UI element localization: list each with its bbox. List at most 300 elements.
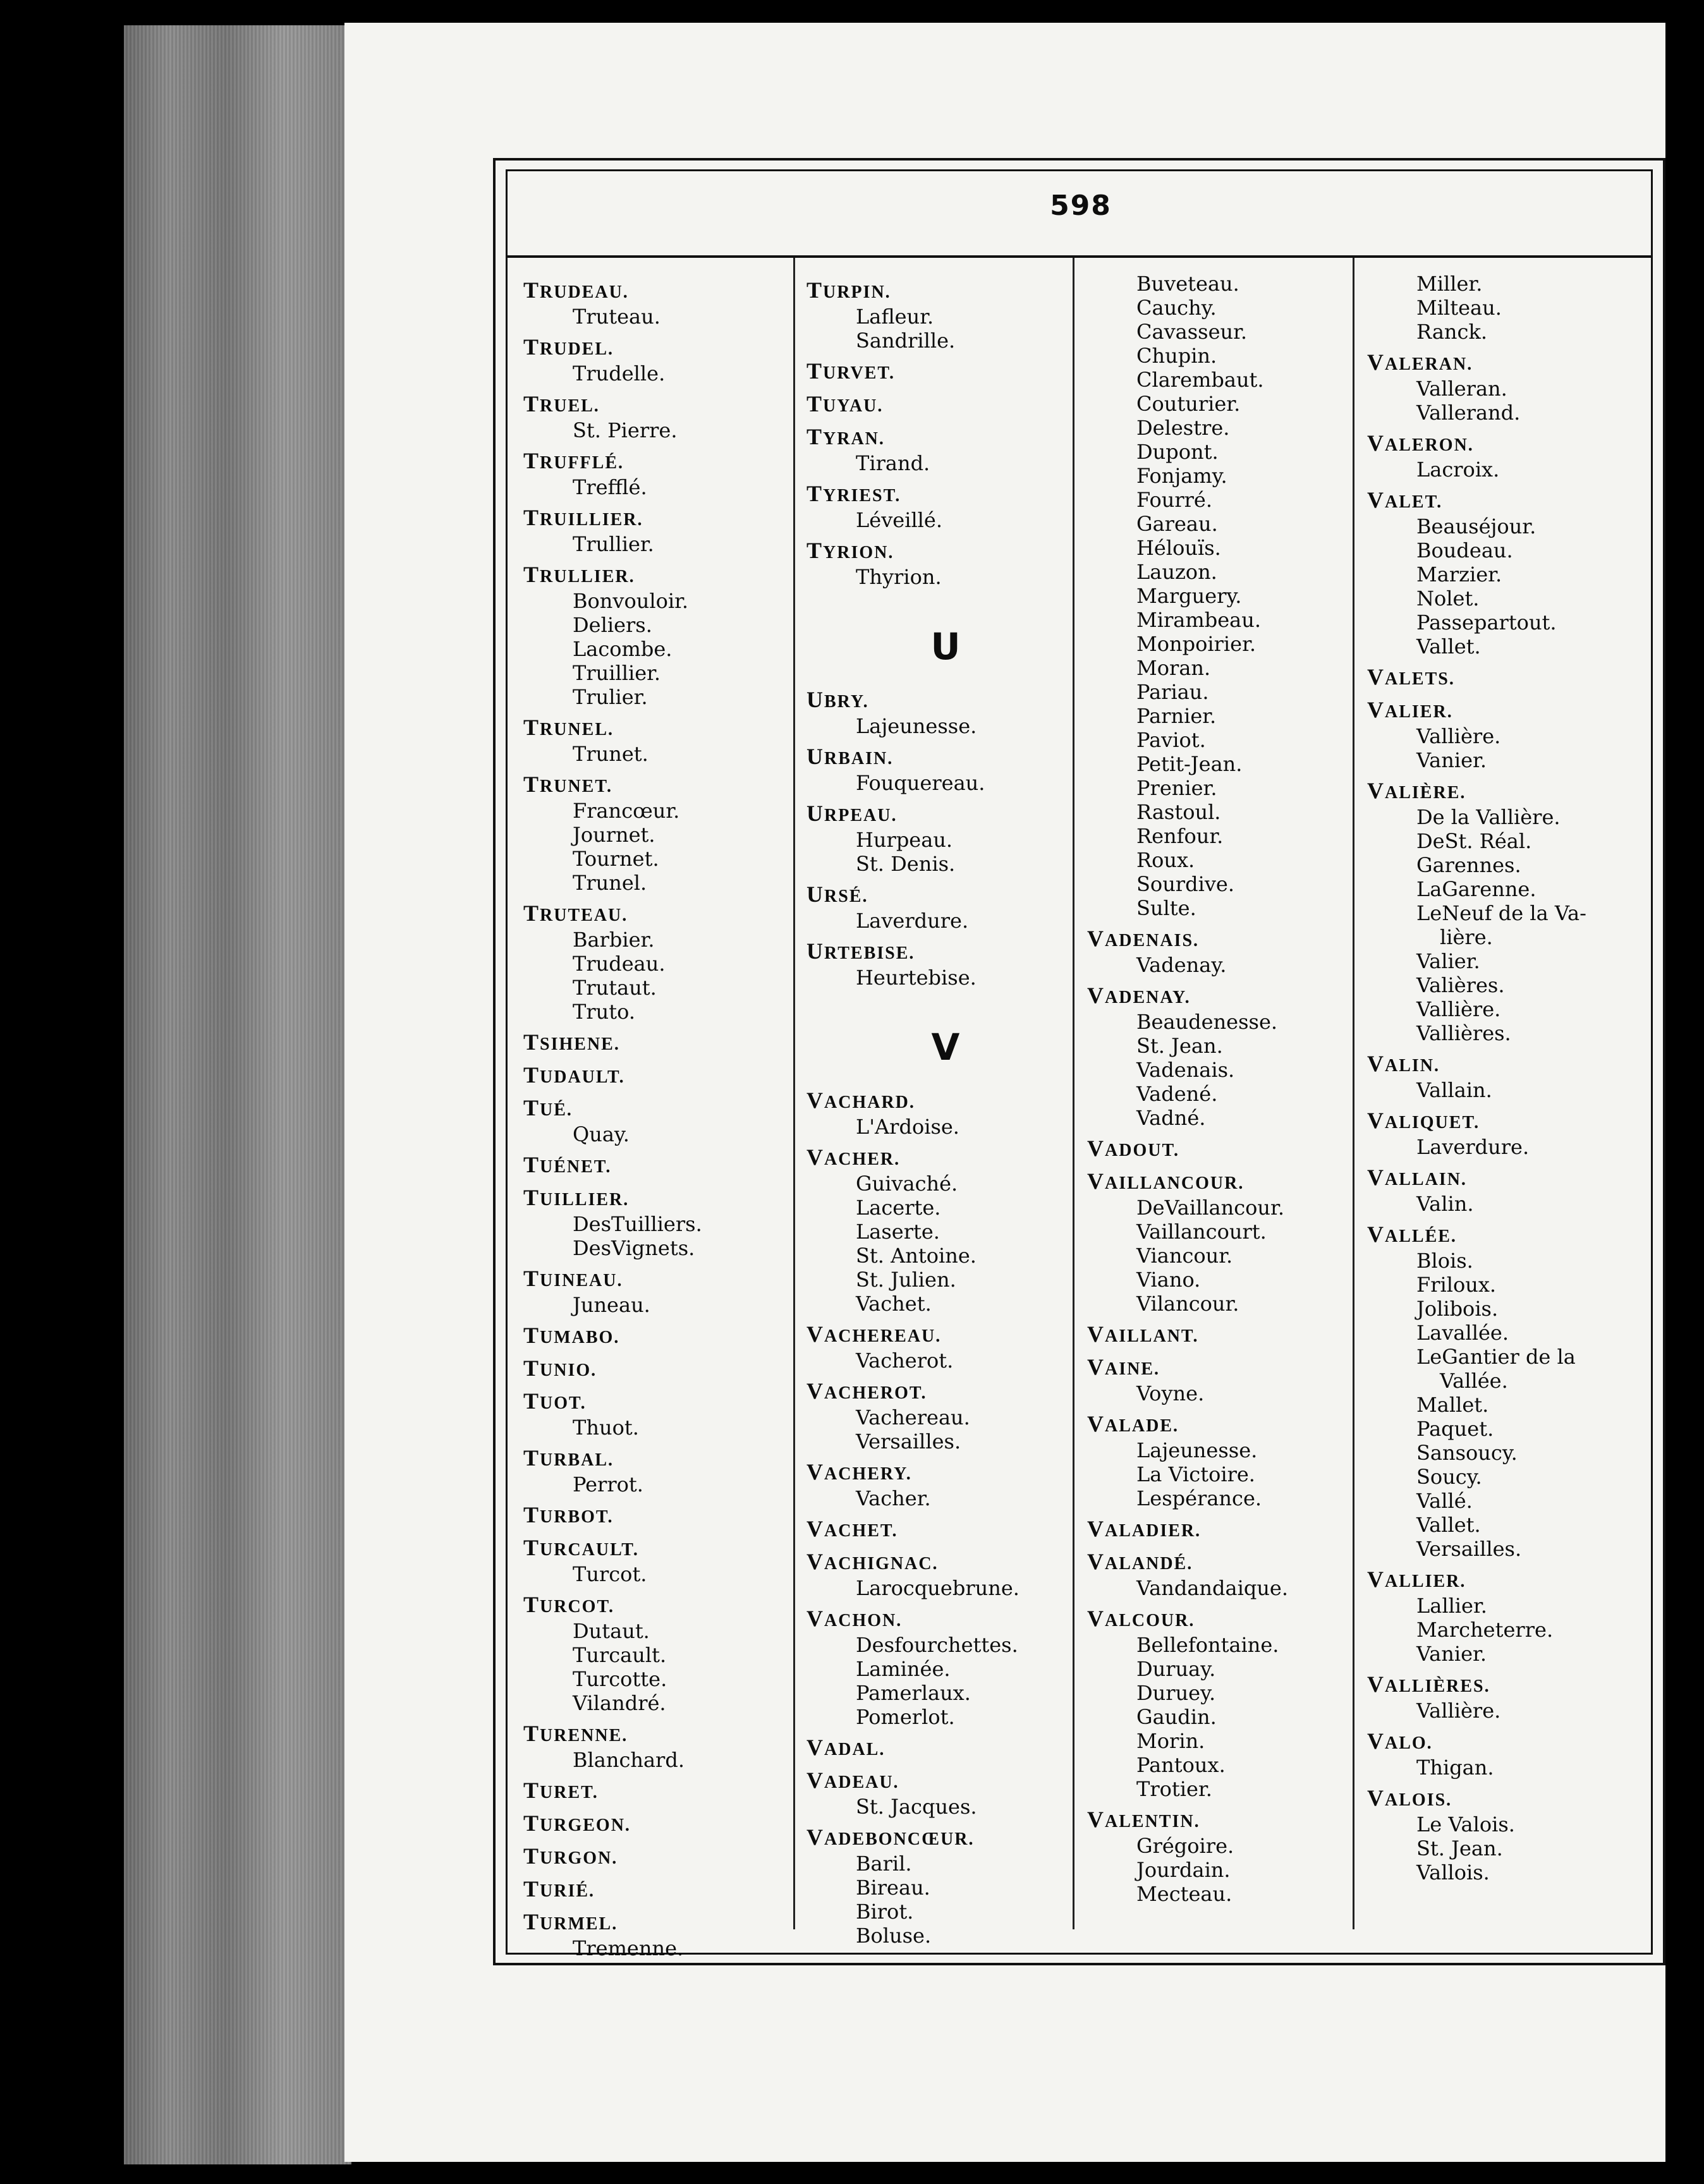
variant-name: Valleran. (1416, 377, 1507, 401)
surname-initial: V (1367, 1785, 1385, 1811)
surname-initial: T (523, 1445, 540, 1471)
surname-heading (1087, 1322, 1365, 1349)
surname-rest: URBAL. (540, 1450, 614, 1470)
surname-heading (806, 688, 1085, 714)
variant-name: Nolet. (1416, 586, 1480, 610)
surname-heading (1367, 779, 1645, 805)
variant-name: Soucy. (1416, 1465, 1482, 1489)
variant-name: Thuot. (573, 1416, 639, 1440)
surname-rest: RULLIER. (540, 567, 635, 586)
surname-heading (806, 1768, 1085, 1795)
index-column-1 (523, 272, 801, 1960)
variant-name: Boudeau. (1416, 538, 1513, 562)
surname-heading (806, 744, 1085, 771)
variant-name: Trullier. (573, 532, 654, 556)
surname-initial: T (523, 1502, 540, 1527)
surname-rest: ACHEROT. (824, 1383, 927, 1403)
variant-name: Vacherot. (856, 1349, 954, 1373)
surname-heading (806, 482, 1085, 508)
surname-heading (1367, 1108, 1645, 1135)
variant-name: Hurpeau. (856, 828, 953, 852)
surname-heading (1087, 1136, 1365, 1163)
variant-name: Renfour. (1136, 824, 1224, 848)
surname-rest: URGEON. (540, 1816, 631, 1835)
variant-name: Mirambeau. (1136, 608, 1261, 632)
surname-rest: URCAULT. (540, 1540, 639, 1560)
surname-heading (523, 715, 801, 742)
surname-initial: V (806, 1516, 824, 1541)
surname-initial: V (1087, 1136, 1105, 1161)
surname-rest: ALADE. (1105, 1416, 1179, 1436)
surname-rest: ALANDÉ. (1105, 1554, 1193, 1574)
variant-name: Marzier. (1416, 562, 1502, 586)
variant-name: Vallières. (1416, 1021, 1511, 1045)
surname-heading (523, 449, 801, 475)
variant-name: Bellefontaine. (1136, 1633, 1279, 1657)
variant-name: Paquet. (1416, 1417, 1494, 1441)
surname-heading (523, 1503, 801, 1529)
variant-name: Lauzon. (1136, 560, 1217, 584)
variant-name: Beauséjour. (1416, 514, 1537, 538)
variant-name: Grégoire. (1136, 1834, 1234, 1858)
index-column-2 (806, 272, 1085, 1948)
surname-rest: ADEAU. (824, 1773, 899, 1792)
surname-initial: T (523, 901, 540, 926)
variant-name: La Victoire. (1136, 1462, 1255, 1486)
surname-initial: V (1367, 1051, 1385, 1076)
surname-heading (1367, 488, 1645, 514)
surname-heading (523, 1356, 801, 1383)
variant-name: LaGarenne. (1416, 877, 1537, 901)
surname-rest: ACHET. (824, 1521, 898, 1541)
surname-initial: V (1087, 1807, 1105, 1832)
surname-rest: ACHARD. (824, 1093, 915, 1112)
surname-rest: ADOUT. (1105, 1141, 1180, 1160)
surname-initial: T (523, 1843, 540, 1869)
surname-heading (523, 1153, 801, 1179)
surname-initial: U (806, 687, 824, 712)
variant-name: Vallé. (1416, 1489, 1473, 1513)
variant-name: Sourdive. (1136, 872, 1234, 896)
surname-initial: T (523, 1152, 540, 1177)
surname-heading (1367, 1786, 1645, 1812)
variant-name: Pariau. (1136, 680, 1209, 704)
variant-name: Baril. (856, 1852, 912, 1876)
surname-rest: ALIER. (1385, 702, 1453, 722)
variant-name: Vandandaique. (1136, 1576, 1289, 1600)
surname-heading (523, 1592, 801, 1619)
surname-rest: URMEL. (540, 1914, 618, 1934)
variant-name: Vallet. (1416, 1513, 1481, 1537)
surname-heading (523, 1389, 801, 1416)
variant-name: Versailles. (1416, 1537, 1522, 1561)
variant-name: LeNeuf de la Va- (1416, 901, 1586, 925)
variant-name: Larocquebrune. (856, 1576, 1019, 1600)
variant-name: Quay. (573, 1122, 630, 1146)
surname-rest: UOT. (540, 1393, 587, 1413)
surname-rest: ALLIER. (1385, 1572, 1466, 1591)
variant-name: Ranck. (1416, 320, 1487, 344)
surname-rest: URPIN. (823, 282, 891, 302)
surname-initial: V (1367, 430, 1385, 456)
header-rule (508, 255, 1651, 258)
surname-rest: BRY. (824, 692, 869, 712)
surname-heading (806, 1517, 1085, 1543)
variant-name: Lacerte. (856, 1196, 941, 1220)
surname-initial: T (806, 538, 824, 563)
variant-name: Trunet. (573, 742, 648, 766)
variant-name: Vallée. (1440, 1369, 1508, 1393)
page-number: 598 (1050, 190, 1112, 222)
surname-rest: ALIN. (1385, 1056, 1440, 1076)
surname-heading (523, 392, 801, 418)
surname-initial: T (523, 1535, 540, 1560)
surname-heading (523, 1446, 801, 1472)
variant-name: Parnier. (1136, 704, 1217, 728)
variant-name: Thigan. (1416, 1756, 1494, 1780)
variant-name: Trunel. (573, 871, 647, 895)
surname-heading (806, 1550, 1085, 1576)
surname-rest: ACHERY. (824, 1464, 912, 1484)
surname-rest: ADAL. (824, 1740, 885, 1759)
surname-heading (1087, 983, 1365, 1010)
variant-name: Vanier. (1416, 748, 1487, 772)
surname-rest: AILLANT. (1105, 1326, 1199, 1346)
surname-rest: ALOIS. (1385, 1790, 1452, 1810)
variant-name: Marcheterre. (1416, 1618, 1554, 1642)
surname-heading (523, 1266, 801, 1293)
surname-initial: V (1087, 1411, 1105, 1436)
surname-heading (523, 1844, 801, 1871)
variant-name: Lajeunesse. (1136, 1438, 1258, 1462)
surname-rest: ADENAY. (1105, 988, 1191, 1007)
surname-rest: ACHEREAU. (824, 1326, 942, 1346)
surname-heading (1367, 665, 1645, 691)
surname-initial: T (523, 715, 540, 740)
variant-name: Cauchy. (1136, 296, 1217, 320)
surname-rest: RUTEAU. (540, 906, 628, 925)
variant-name: Friloux. (1416, 1273, 1497, 1297)
surname-rest: YRION. (823, 543, 894, 562)
surname-rest: UNIO. (540, 1361, 597, 1380)
surname-initial: U (806, 801, 824, 826)
surname-heading (806, 1088, 1085, 1115)
variant-name: Pomerlot. (856, 1705, 955, 1729)
variant-name: Lafleur. (856, 305, 934, 329)
surname-heading (1367, 1567, 1645, 1594)
variant-name: Blanchard. (573, 1748, 685, 1772)
surname-initial: T (523, 1388, 540, 1414)
variant-name: Delestre. (1136, 416, 1230, 440)
index-column-3 (1087, 272, 1365, 1906)
surname-rest: RSÉ. (824, 887, 868, 906)
surname-heading (806, 1825, 1085, 1852)
surname-rest: ALLÉE. (1385, 1227, 1457, 1246)
surname-rest: AILLANCOUR. (1105, 1174, 1245, 1193)
surname-initial: V (1087, 1549, 1105, 1574)
surname-rest: ACHER. (824, 1150, 901, 1169)
variant-name: Pantoux. (1136, 1753, 1226, 1777)
variant-name: Tournet. (573, 847, 659, 871)
variant-name: Lavallée. (1416, 1321, 1509, 1345)
variant-name: Laserte. (856, 1220, 940, 1244)
variant-name: St. Julien. (856, 1268, 956, 1292)
variant-name: Vadenais. (1136, 1058, 1235, 1082)
variant-name: Juneau. (573, 1293, 650, 1317)
variant-name: Vilancour. (1136, 1292, 1239, 1316)
variant-name: Sansoucy. (1416, 1441, 1518, 1465)
surname-rest: ALIÈRE. (1385, 783, 1466, 803)
variant-name: Le Valois. (1416, 1812, 1515, 1836)
surname-rest: UILLIER. (540, 1190, 630, 1210)
variant-name: Bireau. (856, 1876, 930, 1900)
variant-name: Valier. (1416, 949, 1480, 973)
surname-initial: T (523, 1095, 540, 1120)
surname-initial: T (523, 1062, 540, 1088)
surname-initial: V (806, 1735, 824, 1760)
variant-name: Guivaché. (856, 1172, 958, 1196)
surname-initial: V (1367, 1108, 1385, 1133)
variant-name: Morin. (1136, 1729, 1205, 1753)
variant-name: DeVaillancour. (1136, 1196, 1284, 1220)
variant-name: Vadenay. (1136, 953, 1227, 977)
variant-name: Trefflé. (573, 475, 647, 499)
surname-rest: UDAULT. (540, 1067, 625, 1087)
surname-initial: V (1367, 1671, 1385, 1697)
variant-name: Lacombe. (573, 637, 672, 661)
surname-rest: ACHON. (824, 1611, 903, 1630)
surname-heading (806, 801, 1085, 828)
surname-heading (1367, 1222, 1645, 1249)
surname-initial: V (1367, 487, 1385, 513)
surname-rest: URET. (540, 1783, 599, 1802)
surname-rest: ALETS. (1385, 669, 1455, 689)
book-edge (124, 25, 351, 2164)
index-column-4 (1367, 272, 1645, 1884)
variant-name: Truto. (573, 1000, 635, 1024)
surname-rest: URENNE. (540, 1726, 628, 1745)
surname-heading (806, 1735, 1085, 1762)
variant-name: Paviot. (1136, 728, 1206, 752)
variant-name: Laverdure. (1416, 1135, 1530, 1159)
variant-name: Tirand. (856, 451, 930, 475)
surname-initial: T (523, 1811, 540, 1836)
surname-heading (1367, 1672, 1645, 1699)
variant-name: Dutaut. (573, 1619, 650, 1643)
variant-name: Petit-Jean. (1136, 752, 1243, 776)
surname-initial: T (806, 481, 824, 506)
surname-heading (806, 1379, 1085, 1405)
variant-name: Lacroix. (1416, 458, 1500, 482)
surname-heading (806, 425, 1085, 451)
surname-rest: UYAU. (823, 396, 884, 416)
variant-name: Beaudenesse. (1136, 1010, 1278, 1034)
variant-name: Sandrille. (856, 329, 956, 353)
variant-name: Laverdure. (856, 909, 969, 933)
surname-heading (1087, 1169, 1365, 1196)
variant-name: Lallier. (1416, 1594, 1487, 1618)
surname-heading (806, 1145, 1085, 1172)
variant-name: Vallière. (1416, 1699, 1501, 1723)
surname-initial: T (523, 1909, 540, 1934)
variant-name: Journet. (573, 823, 655, 847)
surname-initial: T (806, 424, 824, 449)
surname-rest: URCOT. (540, 1597, 615, 1617)
variant-name: Fonjamy. (1136, 464, 1227, 488)
surname-heading (523, 1323, 801, 1350)
surname-initial: V (1087, 1516, 1105, 1541)
variant-name: Duruey. (1136, 1681, 1216, 1705)
surname-heading (806, 939, 1085, 966)
surname-initial: V (1367, 697, 1385, 722)
surname-heading (1087, 1807, 1365, 1834)
variant-name: Passepartout. (1416, 610, 1557, 634)
variant-name: St. Denis. (856, 852, 956, 876)
surname-rest: ALENTIN. (1105, 1812, 1200, 1831)
variant-name: Blois. (1416, 1249, 1473, 1273)
variant-name: Duruay. (1136, 1657, 1216, 1681)
surname-initial: U (806, 882, 824, 907)
surname-rest: RUNEL. (540, 720, 614, 739)
surname-initial: V (1367, 664, 1385, 689)
surname-initial: V (1367, 1165, 1385, 1190)
surname-rest: RUEL. (540, 396, 600, 416)
surname-heading (523, 1721, 801, 1748)
variant-name: Versailles. (856, 1429, 961, 1453)
surname-initial: V (1087, 1354, 1105, 1380)
variant-name: Vadené. (1136, 1082, 1218, 1106)
surname-heading (1087, 1550, 1365, 1576)
surname-rest: UÉNET. (540, 1157, 612, 1177)
variant-name: St. Jean. (1136, 1034, 1223, 1058)
surname-rest: UMABO. (540, 1328, 620, 1347)
surname-initial: T (523, 1266, 540, 1291)
surname-rest: ADEBONCŒUR. (824, 1829, 975, 1849)
surname-initial: T (523, 391, 540, 416)
variant-name: Lespérance. (1136, 1486, 1262, 1510)
variant-name: Turcault. (573, 1643, 667, 1667)
surname-initial: T (523, 1029, 540, 1055)
surname-heading (806, 359, 1085, 385)
surname-initial: V (806, 1378, 824, 1404)
variant-name: Mecteau. (1136, 1882, 1232, 1906)
surname-heading (1087, 1517, 1365, 1543)
surname-rest: AINE. (1105, 1359, 1160, 1379)
surname-heading (1367, 1729, 1645, 1756)
variant-name: Cavasseur. (1136, 320, 1248, 344)
variant-name: Buveteau. (1136, 272, 1239, 296)
surname-rest: UÉ. (540, 1100, 573, 1120)
variant-name: L'Ardoise. (856, 1115, 959, 1139)
variant-name: Gaudin. (1136, 1705, 1217, 1729)
surname-rest: ALLIÈRES. (1385, 1677, 1490, 1696)
variant-name: Fouquereau. (856, 771, 985, 795)
surname-rest: RBAIN. (824, 749, 894, 768)
section-letter: V (931, 1026, 960, 1069)
variant-name: DesTuilliers. (573, 1212, 702, 1236)
surname-rest: RUNET. (540, 777, 612, 796)
surname-initial: T (806, 277, 824, 303)
section-letter: U (930, 625, 961, 668)
surname-initial: V (806, 1768, 824, 1793)
surname-heading (523, 1030, 801, 1057)
surname-heading (523, 1096, 801, 1122)
variant-name: Heurtebise. (856, 966, 977, 990)
surname-rest: UINEAU. (540, 1271, 623, 1290)
surname-initial: T (523, 1778, 540, 1803)
variant-name: Boluse. (856, 1924, 932, 1948)
variant-name: Trutaut. (573, 976, 657, 1000)
surname-rest: RUILLIER. (540, 510, 643, 530)
variant-name: Monpoirier. (1136, 632, 1257, 656)
surname-initial: T (523, 1323, 540, 1348)
surname-rest: RUFFLÉ. (540, 453, 624, 473)
surname-heading (806, 882, 1085, 909)
surname-rest: ALO. (1385, 1733, 1433, 1753)
surname-initial: V (806, 1459, 824, 1484)
surname-initial: T (523, 1592, 540, 1617)
surname-initial: U (806, 938, 824, 964)
surname-heading (523, 1778, 801, 1805)
variant-name: Garennes. (1416, 853, 1521, 877)
variant-name: Marguery. (1136, 584, 1242, 608)
surname-rest: ALET. (1385, 492, 1443, 512)
variant-name: St. Jean. (1416, 1836, 1503, 1860)
surname-initial: V (1367, 349, 1385, 375)
surname-initial: T (523, 562, 540, 587)
surname-heading (1367, 431, 1645, 458)
surname-heading (523, 1811, 801, 1838)
variant-name: Francœur. (573, 799, 680, 823)
variant-name: Miller. (1416, 272, 1483, 296)
variant-name: Gareau. (1136, 512, 1218, 536)
variant-name: lière. (1440, 925, 1493, 949)
surname-heading (1367, 1052, 1645, 1078)
variant-name: Hélouïs. (1136, 536, 1221, 560)
surname-initial: V (806, 1144, 824, 1170)
variant-name: DeSt. Réal. (1416, 829, 1532, 853)
variant-name: Jolibois. (1416, 1297, 1499, 1321)
surname-initial: V (1367, 778, 1385, 803)
variant-name: Trudeau. (573, 952, 666, 976)
surname-initial: V (1087, 1606, 1105, 1631)
surname-initial: T (523, 1356, 540, 1381)
variant-name: Chupin. (1136, 344, 1217, 368)
variant-name: St. Antoine. (856, 1244, 977, 1268)
variant-name: Perrot. (573, 1472, 643, 1496)
variant-name: Vachereau. (856, 1405, 970, 1429)
variant-name: Fourré. (1136, 488, 1213, 512)
surname-heading (523, 1910, 801, 1936)
surname-initial: V (806, 1088, 824, 1113)
surname-heading (523, 901, 801, 928)
variant-name: Valières. (1416, 973, 1505, 997)
variant-name: Trudelle. (573, 361, 666, 385)
surname-rest: RUDEL. (540, 339, 614, 359)
variant-name: Prenier. (1136, 776, 1217, 800)
surname-rest: ALCOUR. (1105, 1611, 1195, 1630)
surname-initial: V (806, 1321, 824, 1347)
variant-name: Vacher. (856, 1486, 931, 1510)
surname-initial: T (806, 391, 824, 416)
variant-name: Turcotte. (573, 1667, 667, 1691)
variant-name: Moran. (1136, 656, 1211, 680)
surname-heading (806, 278, 1085, 305)
variant-name: Vallet. (1416, 634, 1481, 658)
surname-heading (523, 335, 801, 361)
surname-initial: V (1367, 1222, 1385, 1247)
variant-name: Vallain. (1416, 1078, 1492, 1102)
